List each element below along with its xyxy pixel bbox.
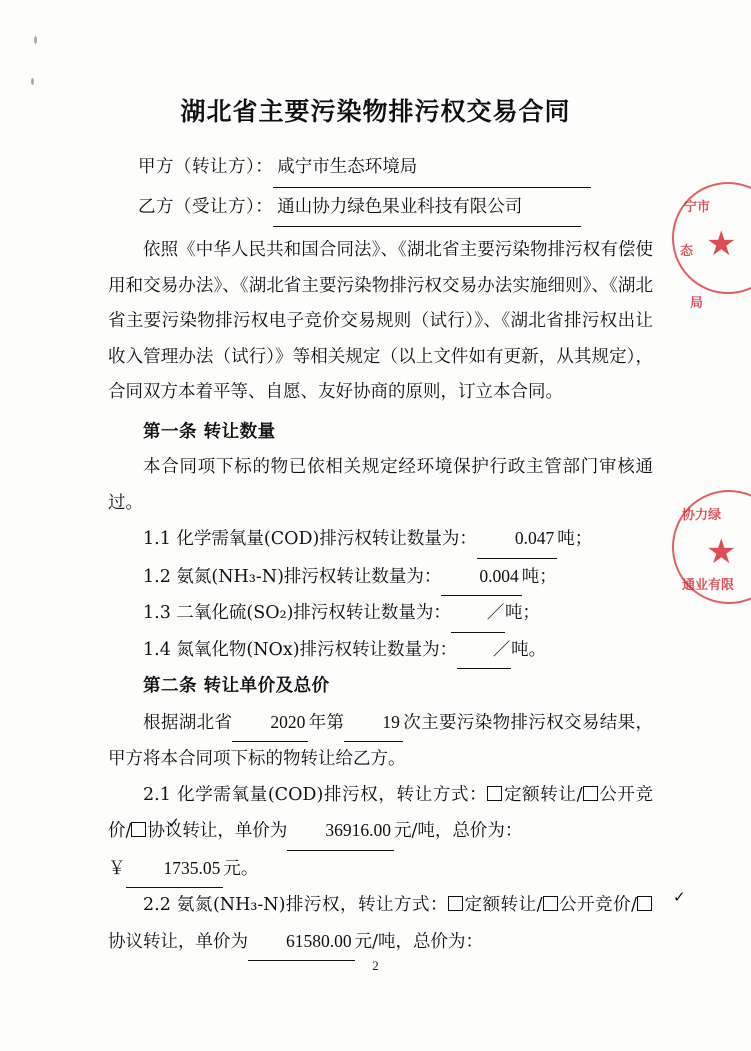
item-text: 化学需氧量(COD)排污权转让数量为：	[176, 529, 477, 549]
article-1-item-3	[108, 596, 653, 633]
preamble-paragraph: 依照《中华人民共和国合同法》、《湖北省主要污染物排污权有偿使用和交易办法》、《湖北省主要污染物排污权交易办法实施细则》、《湖北省主要污染物排污权电子竞价交易规则（试行）》、《湖北省排污权出让收入管理办法（试行）》等相关规定（以上文件如有更新，从其规定），合同双方本着平等、自愿、友好协商的原则，订立本合同。	[108, 240, 653, 402]
article-1-item-1	[108, 521, 653, 559]
item-number: 1.3	[143, 603, 171, 623]
intro-suffix: 次主要污染物排污权交易结果，甲方将本合同项下标的物转让给乙方。	[108, 712, 654, 769]
article-1-heading: 第一条 转让数量	[143, 421, 276, 442]
party-a-line	[108, 150, 653, 188]
page-number: 2	[372, 958, 379, 973]
item-unit: 吨。	[511, 639, 547, 660]
item-value: 0.004	[441, 559, 521, 597]
checkbox-fixed-transfer[interactable]	[448, 896, 463, 911]
item-value: 0.047	[477, 521, 557, 559]
intro-mid: 年第	[308, 712, 345, 733]
item-text: 二氧化硫(SO₂)排污权转让数量为：	[176, 603, 451, 623]
item-value: ／	[451, 596, 505, 633]
scan-speck	[31, 78, 34, 85]
unit-price-unit: 元/吨，总价为：	[354, 931, 484, 952]
unit-price-value: 36916.00	[287, 813, 394, 851]
item-text: 氨氮(NH₃-N)排污权，转让方式：	[176, 895, 449, 915]
option-auction-label: 公开竞价/	[558, 895, 637, 915]
party-b-line	[108, 190, 653, 228]
party-b-value: 通山协力绿色果业科技有限公司	[273, 190, 581, 228]
total-value: 1735.05	[126, 851, 224, 889]
seal-top-text-3: 局	[690, 296, 704, 311]
article-1-item-4	[108, 633, 653, 670]
option-auction-label: 公开竞价/	[108, 784, 653, 841]
item-unit: 吨；	[557, 529, 593, 549]
seal-top-text-1: 宁市	[684, 200, 711, 215]
article-2-item-1	[108, 778, 653, 889]
option-fixed-label: 定额转让/	[464, 895, 543, 915]
total-unit: 元。	[223, 858, 259, 879]
article-1-intro: 本合同项下标的物已依相关规定经环境保护行政主管部门审核通过。	[108, 457, 653, 513]
party-b-label: 乙方（受让方）：	[138, 196, 274, 217]
page-title: 湖北省主要污染物排污权交易合同	[180, 97, 571, 126]
item-number: 2.2	[143, 895, 171, 915]
item-text: 氨氮(NH₃-N)排污权转让数量为：	[176, 566, 442, 587]
document-body	[108, 150, 653, 961]
article-2-intro	[108, 705, 653, 778]
seal-star-icon: ★	[706, 534, 737, 571]
item-text: 化学需氧量(COD)排污权，转让方式：	[177, 784, 488, 805]
article-2-item-2	[108, 888, 653, 961]
item-unit: 吨；	[521, 566, 557, 587]
intro-prefix: 根据湖北省	[143, 712, 233, 733]
item-number: 1.2	[143, 566, 171, 587]
intro-seq: 19	[344, 705, 403, 743]
item-text: 氮氧化物(NOx)排污权转让数量为：	[176, 639, 458, 660]
seal-bottom-text-2: 通业有限	[682, 578, 735, 593]
intro-year: 2020	[232, 705, 308, 743]
checkbox-negotiated-transfer[interactable]	[637, 896, 652, 911]
item-number: 2.1	[143, 784, 171, 805]
checkbox-fixed-transfer[interactable]	[487, 786, 502, 801]
item-number: 1.1	[143, 529, 171, 549]
unit-price-value: 61580.00	[248, 924, 355, 962]
item-value: ／	[457, 633, 511, 670]
checkbox-public-auction[interactable]	[583, 786, 598, 801]
scan-speck	[34, 36, 37, 44]
option-fixed-label: 定额转让/	[503, 784, 583, 805]
seal-bottom-text-1: 协力绿	[682, 508, 722, 523]
party-a-value: 咸宁市生态环境局	[273, 150, 591, 188]
article-1-item-2	[108, 559, 653, 597]
option-negotiated-label: 协议转让，单价为	[147, 821, 288, 841]
seal-top-text-2: 态	[680, 244, 694, 259]
item-unit: 吨；	[504, 603, 540, 623]
checkbox-negotiated-transfer[interactable]	[131, 822, 146, 837]
unit-price-unit: 元/吨，总价为：	[394, 821, 523, 841]
item-number: 1.4	[143, 639, 171, 660]
option-negotiated-label: 协议转让，单价为	[108, 931, 248, 952]
party-a-label: 甲方（转让方）：	[138, 157, 274, 177]
total-currency: ￥	[108, 858, 126, 879]
seal-star-icon: ★	[706, 226, 737, 263]
checkbox-public-auction[interactable]	[543, 896, 558, 911]
article-2-heading: 第二条 转让单价及总价	[143, 676, 330, 696]
